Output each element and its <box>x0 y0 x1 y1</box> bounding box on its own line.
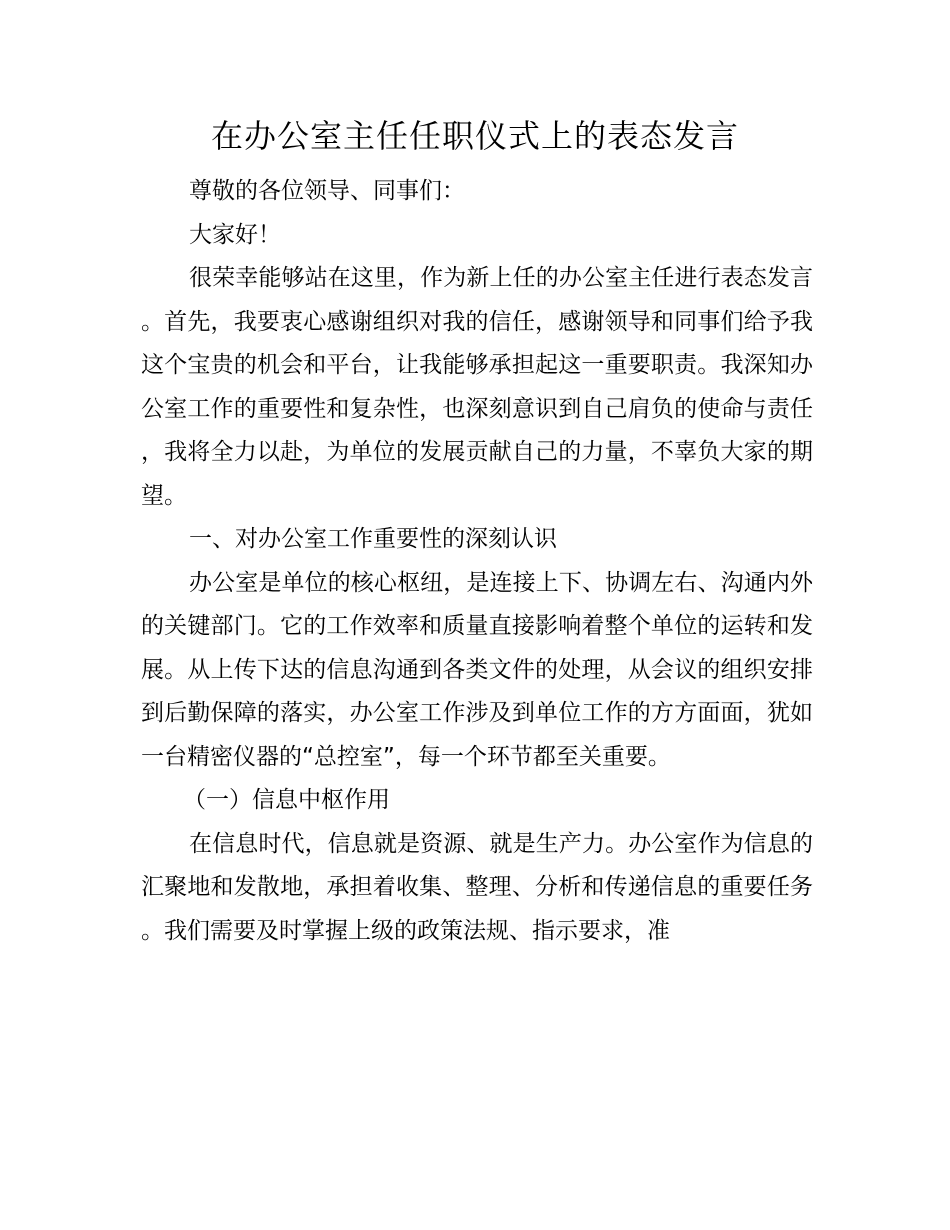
greeting: 大家好！ <box>189 221 281 248</box>
subsection-heading: （一）信息中枢作用 <box>183 787 390 813</box>
body-paragraph: 在信息时代，信息就是资源、就是生产力。办公室作为信息的汇聚地和发散地，承担着收集、整理、分析和传递信息的重要任务。我们需要及时掌握上级的政策法规、指示要求，准 <box>141 830 813 944</box>
document-title: 在办公室主任任职仪式上的表态发言 <box>210 117 739 155</box>
body-paragraph: 很荣幸能够站在这里，作为新上任的办公室主任进行表态发言。首先，我要衷心感谢组织对我的信任，感谢领导和同事们给予我这个宝贵的机会和平台，让我能够承担起这一重要职责。我深知办公室工作的重要性和复杂性，也深刻意识到自己肩负的使命与责任，我将全力以赴，为单位的发展贡献自己的力量，不辜负大家的期望。 <box>141 265 813 509</box>
section-heading: 一、对办公室工作重要性的深刻认识 <box>189 526 557 552</box>
body-paragraph: 办公室是单位的核心枢纽，是连接上下、协调左右、沟通内外的关键部门。它的工作效率和质量直接影响着整个单位的运转和发展。从上传下达的信息沟通到各类文件的处理，从会议的组织安排到后勤保障的落实，办公室工作涉及到单位工作的方方面面，犹如一台精密仪器的“总控室”，每一个环节都至关重要。 <box>141 569 813 770</box>
salutation: 尊敬的各位领导、同事们： <box>189 178 465 204</box>
document-body <box>141 170 813 953</box>
